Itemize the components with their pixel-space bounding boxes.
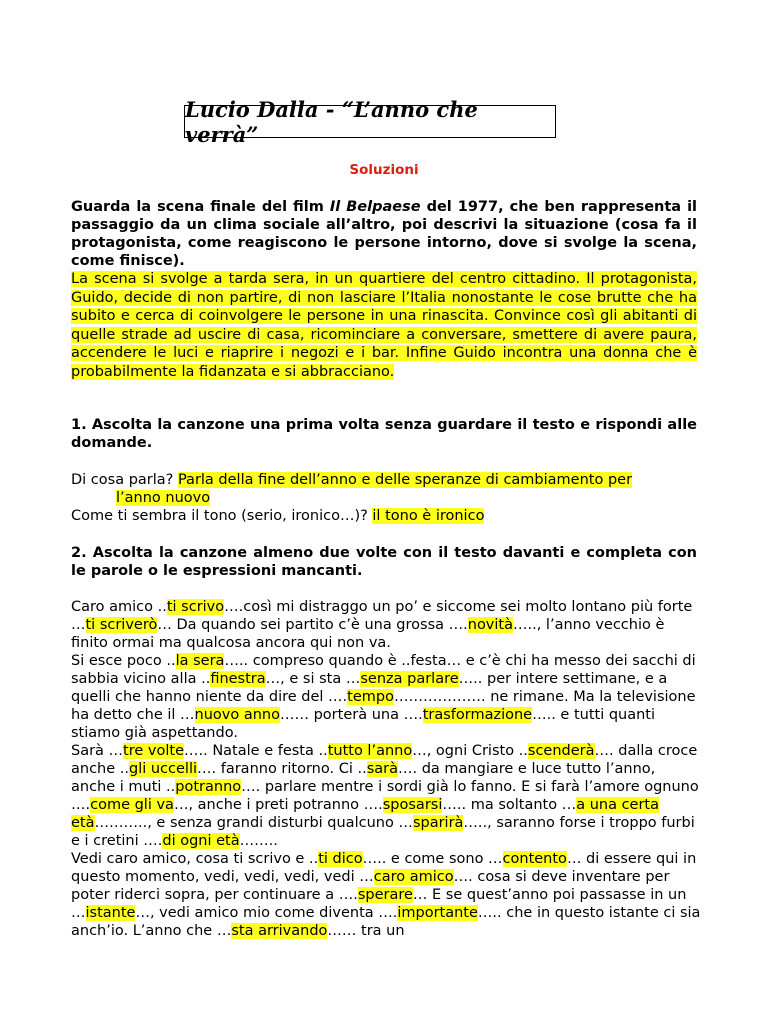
lyrics-segment: …… tra un xyxy=(327,923,405,939)
lyrics-answer: nuovo anno xyxy=(194,707,280,723)
lyrics-segment: Si esce poco .. xyxy=(71,653,176,669)
lyrics-answer: contento xyxy=(502,851,567,867)
lyrics-answer: a una certa età xyxy=(71,797,659,831)
subtitle: Soluzioni xyxy=(349,162,419,178)
lyrics-segment: …. cosa si deve inventare per poter riderci sopra, per continuare a …. xyxy=(71,869,670,903)
lyrics-answer: ti scrivo xyxy=(166,599,225,615)
q2-heading: 2. Ascolta la canzone almeno due volte con il testo davanti e completa con le parole o le espressioni mancanti. xyxy=(71,545,697,579)
lyrics-segment: ….così mi distraggo un po’ e siccome sei molto lontano più forte … xyxy=(71,599,693,633)
lyrics-segment: …. da mangiare e luce tutto l’anno, anche i muti .. xyxy=(71,761,656,795)
lyrics-answer: scenderà xyxy=(527,743,595,759)
lyrics-answer: sarà xyxy=(366,761,398,777)
lyrics-answer: senza parlare xyxy=(360,671,459,687)
lyrics-answer: ti scriverò xyxy=(85,617,158,633)
lyrics-answer: gli uccelli xyxy=(129,761,198,777)
lyrics-segment: …. parlare mentre i sordi già lo fanno. E si farà l’amore ognuno …. xyxy=(71,779,699,813)
lyrics-segment: Sarà … xyxy=(71,743,124,759)
lyrics-answer: novità xyxy=(467,617,513,633)
q1-heading: 1. Ascolta la canzone una prima volta senza guardare il testo e rispondi alle domande. xyxy=(71,417,697,451)
intro-pre: Guarda la scena finale del film xyxy=(71,199,330,215)
lyrics-answer: caro amico xyxy=(373,869,454,885)
lyrics-answer: potranno xyxy=(175,779,242,795)
lyrics-segment: ….. compreso quando è ..festa… e c’è chi ha messo dei sacchi di sabbia vicino alla .. xyxy=(71,653,696,687)
lyrics-answer: sposarsi xyxy=(382,797,443,813)
lyrics-text xyxy=(71,598,703,940)
lyrics-segment: Vedi caro amico, cosa ti scrivo e .. xyxy=(71,851,319,867)
q1-answer-a: Parla della fine dell’anno e delle speranze di cambiamento per xyxy=(177,472,633,488)
lyrics-answer: finestra xyxy=(210,671,266,687)
lyrics-answer: tutto l’anno xyxy=(327,743,413,759)
lyrics-answer: sta arrivando xyxy=(231,923,328,939)
lyrics-answer: ti dico xyxy=(318,851,363,867)
lyrics-segment: ………………. ne rimane. Ma la televisione ha detto che il … xyxy=(71,689,696,723)
q1-answer-a-cont: l’anno nuovo xyxy=(116,490,211,506)
lyrics-segment: …….. xyxy=(239,833,278,849)
lyrics-segment: …, anche i preti potranno …. xyxy=(173,797,383,813)
q1-item-b xyxy=(71,507,697,525)
lyrics-segment: ….., l’anno vecchio è finito ormai ma qualcosa ancora qui non va. xyxy=(71,617,665,651)
lyrics-answer: istante xyxy=(85,905,136,921)
lyrics-answer: importante xyxy=(397,905,478,921)
lyrics-segment: …… porterà una …. xyxy=(279,707,423,723)
lyrics-answer: di ogni età xyxy=(162,833,240,849)
lyrics-segment: ….. e tutti quanti stiamo già aspettando. xyxy=(71,707,656,741)
intro-answer-text: La scena si svolge a tarda sera, in un quartiere del centro cittadino. Il protagonista, Guido, decide di non partire, di non lasciare l’Italia nonostante le cose brutte che ha subito e cerca di coinvolgere le persone in una rinascita. Convince così gli abitanti di quelle strade ad uscire di casa, ricominciare a conversare, smettere di avere paura, accendere le luci e riaprire i negozi e i bar. Infine Guido incontra una donna che è probabilmente la fidanzata e si abbracciano. xyxy=(71,271,697,380)
lyrics-answer: tre volte xyxy=(123,743,184,759)
intro-question xyxy=(71,198,697,270)
lyrics-answer: come gli va xyxy=(90,797,174,813)
lyrics-answer: la sera xyxy=(175,653,225,669)
lyrics-segment: …, e si sta … xyxy=(265,671,361,687)
lyrics-segment: ….. che in questo istante ci sia anch’io. L’anno che … xyxy=(71,905,701,939)
lyrics-segment: …, vedi amico mio come diventa …. xyxy=(135,905,398,921)
lyrics-segment: …, ogni Cristo .. xyxy=(412,743,528,759)
lyrics-segment: … di essere qui in questo momento, vedi, vedi, vedi, vedi … xyxy=(71,851,697,885)
lyrics-segment: ….., saranno forse i troppo furbi e i cretini …. xyxy=(71,815,695,849)
lyrics-answer: sperare xyxy=(357,887,413,903)
lyrics-segment: ….. Natale e festa .. xyxy=(184,743,328,759)
lyrics-segment: ….. per intere settimane, e a quelli che hanno niente da dire del …. xyxy=(71,671,668,705)
lyrics-segment: Caro amico .. xyxy=(71,599,167,615)
lyrics-segment: ….. ma soltanto … xyxy=(442,797,577,813)
lyrics-segment: … E se quest’anno poi passasse in un … xyxy=(71,887,687,921)
page-title: Lucio Dalla - “L’anno che verrà” xyxy=(184,105,556,138)
lyrics-segment: …. dalla croce anche .. xyxy=(71,743,698,777)
lyrics-answer: tempo xyxy=(347,689,394,705)
q1-item-a-cont xyxy=(71,489,697,507)
intro-answer xyxy=(71,270,697,382)
lyrics-segment: ……….., e senza grandi disturbi qualcuno … xyxy=(94,815,413,831)
lyrics-segment: …. faranno ritorno. Ci .. xyxy=(197,761,367,777)
q1-answers xyxy=(71,471,697,525)
lyrics-answer: trasformazione xyxy=(422,707,533,723)
q1-question-a: Di cosa parla? xyxy=(71,472,178,488)
lyrics-segment: ….. e come sono … xyxy=(362,851,503,867)
film-title: Il Belpaese xyxy=(329,199,421,215)
intro-post: del 1977, che ben rappresenta il passaggio da un clima sociale all’altro, poi descrivi la situazione (cosa fa il protagonista, come reagiscono le persone intorno, dove si svolge la scena, come finisce). xyxy=(71,199,698,269)
q1-answer-b: il tono è ironico xyxy=(372,508,485,524)
lyrics-segment: … Da quando sei partito c’è una grossa …. xyxy=(157,617,468,633)
lyrics-answer: sparirà xyxy=(412,815,464,831)
q1-question-b: Come ti sembra il tono (serio, ironico…)? xyxy=(71,508,373,524)
q1-item-a xyxy=(71,471,697,489)
